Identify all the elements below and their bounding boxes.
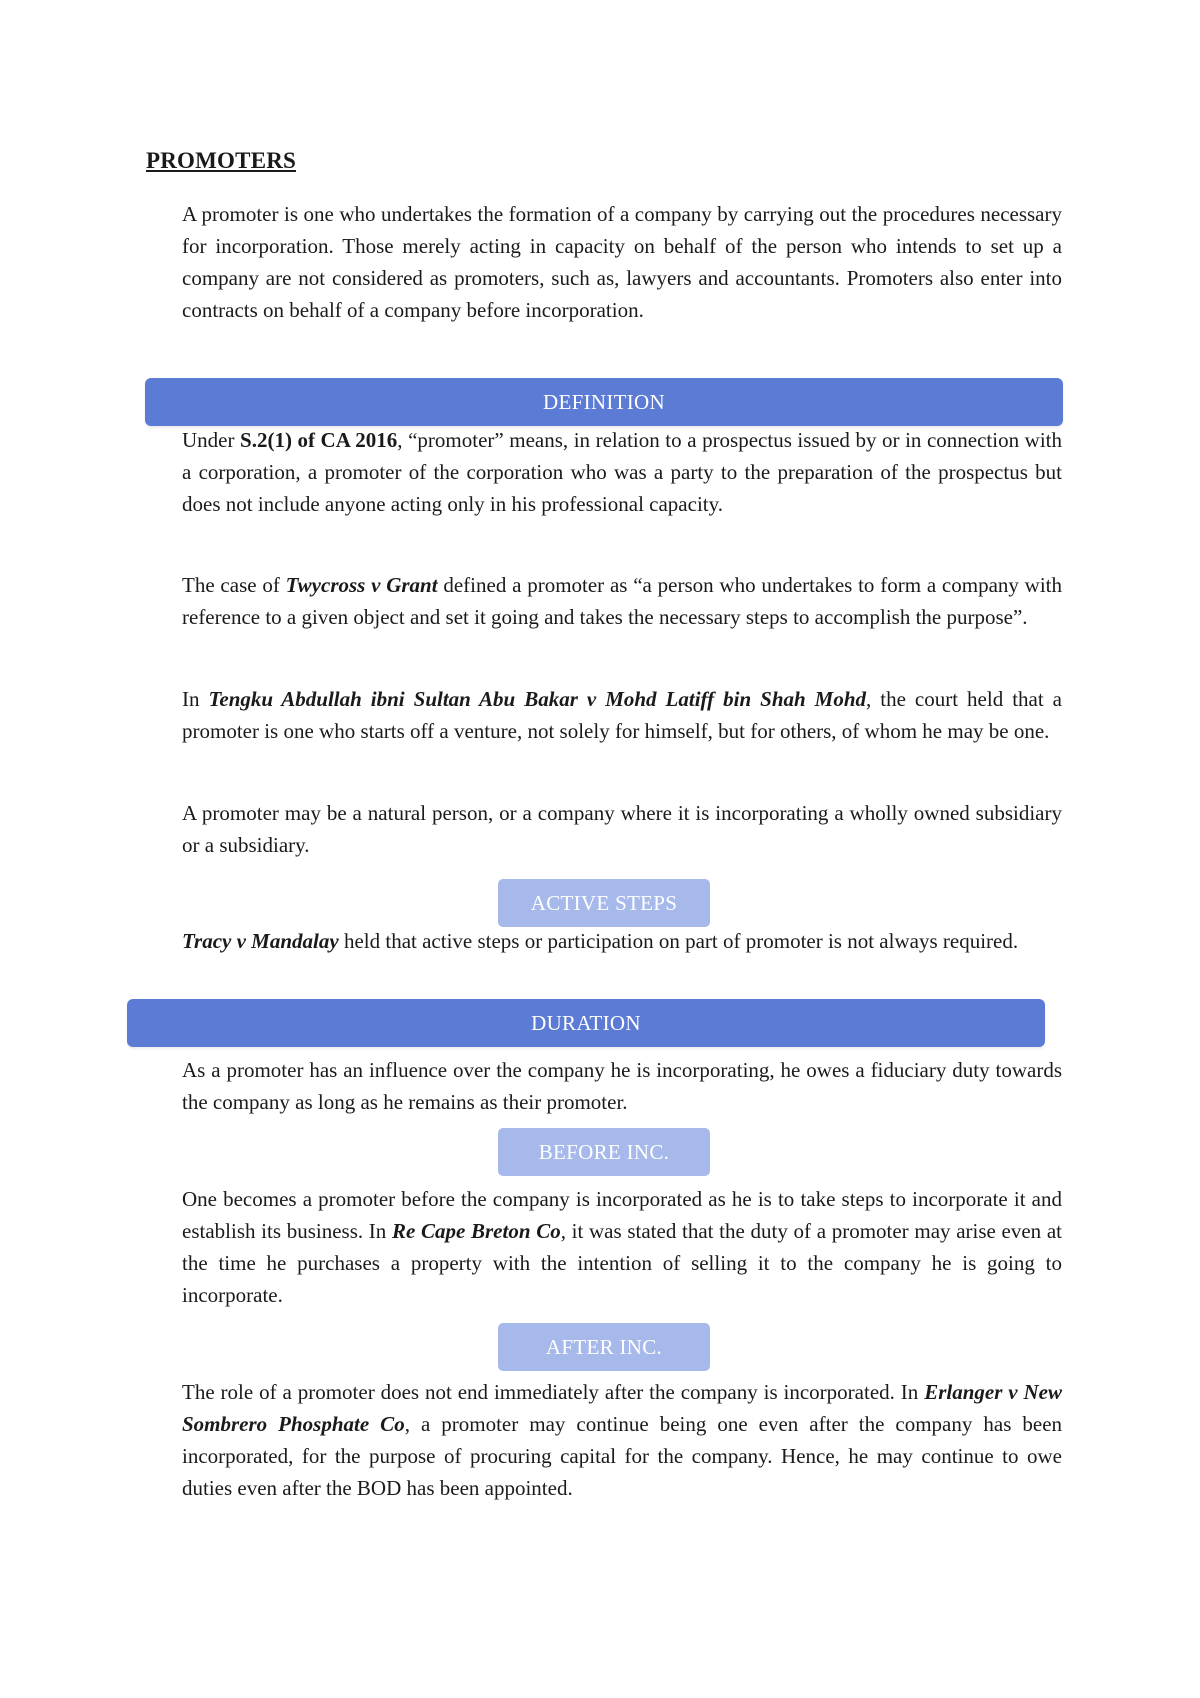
text-run: In xyxy=(182,687,209,711)
intro-paragraph: A promoter is one who undertakes the formation of a company by carrying out the procedures necessary for incorporation. Those merely acting in capacity on behalf of the person who intends to set up a company are not considered as promoters, such as, lawyers and accountants. Promoters also enter into contracts on behalf of a company before incorporation. xyxy=(182,202,1062,322)
text-run: , “promoter” means, in relation to a prospectus issued by or in connection with a corporation, a promoter of the corporation who was a party to the preparation of the prospectus but does not include anyone acting only in his professional capacity. xyxy=(182,428,1062,516)
statutory-definition-paragraph xyxy=(182,424,1062,520)
case-name: Twycross v Grant xyxy=(285,573,438,597)
text-run: , a promoter may continue being one even after the company has been incorporated, for the purpose of procuring capital for the company. Hence, he may continue to owe duties even after the BOD has been appointed. xyxy=(182,1412,1063,1500)
text-run: Under xyxy=(182,428,241,452)
statute-reference: S.2(1) of CA 2016 xyxy=(240,428,398,452)
page-title: PROMOTERS xyxy=(146,148,297,173)
after-inc-paragraph xyxy=(182,1376,1062,1504)
text-run: The case of xyxy=(182,573,286,597)
twycross-paragraph xyxy=(182,569,1062,633)
duration-paragraph: As a promoter has an influence over the company he is incorporating, he owes a fiduciary duty towards the company as long as he remains as their promoter. xyxy=(182,1058,1062,1114)
tengku-paragraph xyxy=(182,683,1062,747)
text-run: The role of a promoter does not end immediately after the company is incorporated. In xyxy=(182,1380,925,1404)
case-name: Tracy v Mandalay xyxy=(182,929,339,953)
natural-person-paragraph: A promoter may be a natural person, or a company where it is incorporating a wholly owned subsidiary or a subsidiary. xyxy=(182,801,1062,857)
text-run: , the court held that a promoter is one who starts off a venture, not solely for himself, but for others, of whom he may be one. xyxy=(182,687,1062,743)
text-run: defined a promoter as “a person who undertakes to form a company with reference to a given object and set it going and takes the necessary steps to accomplish the purpose”. xyxy=(182,573,1063,629)
case-name: Re Cape Breton Co xyxy=(391,1219,561,1243)
case-name: Tengku Abdullah ibni Sultan Abu Bakar v Mohd Latiff bin Shah Mohd xyxy=(208,687,867,711)
subsection-header-after-inc: AFTER INC. xyxy=(498,1323,710,1371)
text-run: One becomes a promoter before the company is incorporated as he is to take steps to incorporate it and establish its business. In xyxy=(182,1187,1062,1243)
before-inc-paragraph xyxy=(182,1183,1062,1311)
case-name: Erlanger v New Sombrero Phosphate Co xyxy=(182,1380,1063,1436)
section-header-definition: DEFINITION xyxy=(145,378,1063,426)
active-steps-paragraph xyxy=(182,925,1062,957)
subsection-header-before-inc: BEFORE INC. xyxy=(498,1128,710,1176)
text-run: , it was stated that the duty of a promoter may arise even at the time he purchases a property with the intention of selling it to the company he is going to incorporate. xyxy=(182,1219,1062,1307)
section-header-duration: DURATION xyxy=(127,999,1045,1047)
subsection-header-active-steps: ACTIVE STEPS xyxy=(498,879,710,927)
text-run: held that active steps or participation on part of promoter is not always required. xyxy=(338,929,1019,953)
